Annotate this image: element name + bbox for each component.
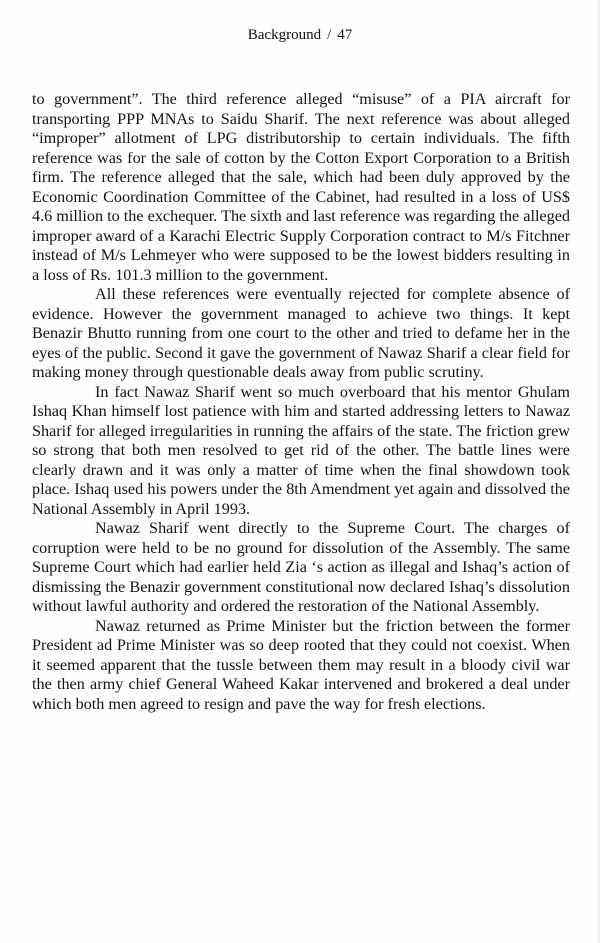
paragraph-continued: to government”. The third reference alleged “misuse” of a PIA aircraft for transporting PPP MNAs to Saidu Sharif. The next reference was about alleged “improper” allotment of LPG distributorship to certain individuals. The fifth reference was for the sale of cotton by the Cotton Export Corporation to a British firm. The reference alleged that the sale, which had been duly approved by the Economic Coordination Committee of the Cabinet, had resulted in a loss of US$ 4.6 million to the exchequer. The sixth and last reference was regarding the alleged improper award of a Karachi Electric Supply Corporation contract to M/s Fitchner instead of M/s Lehmeyer who were supposed to be the lowest bidders resulting in a loss of Rs. 101.3 million to the government. — [32, 90, 570, 284]
page-edge-shadow — [596, 0, 600, 943]
paragraph: In fact Nawaz Sharif went so much overboard that his mentor Ghulam Ishaq Khan himself lost patience with him and started addressing letters to Nawaz Sharif for alleged irregularities in running the affairs of the state. The friction grew so strong that both men resolved to get rid of the other. The battle lines were clearly drawn and it was only a matter of time when the final showdown took place. Ishaq used his powers under the 8th Amendment yet again and dissolved the National Assembly in April 1993. — [32, 382, 570, 518]
paragraph: Nawaz Sharif went directly to the Supreme Court. The charges of corruption were held to be no ground for dissolution of the Assembly. The same Supreme Court which had earlier held Zia ‘s action as illegal and Ishaq’s action of dismissing the Benazir government constitutional now declared Ishaq’s dissolution without lawful authority and ordered the restoration of the National Assembly. — [32, 519, 570, 615]
paragraph: All these references were eventually rejected for complete absence of evidence. However the government managed to achieve two things. It kept Benazir Bhutto running from one court to the other and tried to defame her in the eyes of the public. Second it gave the government of Nawaz Sharif a clear field for making money through questionable deals away from public scrutiny. — [32, 285, 570, 381]
section-title: Background — [247, 27, 322, 43]
running-header — [0, 27, 600, 44]
body-text — [32, 90, 570, 714]
paragraph: Nawaz returned as Prime Minister but the friction between the former President ad Prime Minister was so deep rooted that they could not coexist. When it seemed apparent that the tussle between them may result in a bloody civil war the then army chief General Waheed Kakar intervened and brokered a deal under which both men agreed to resign and pave the way for fresh elections. — [32, 616, 570, 713]
page-number: 47 — [337, 27, 353, 43]
header-separator: / — [327, 27, 332, 43]
